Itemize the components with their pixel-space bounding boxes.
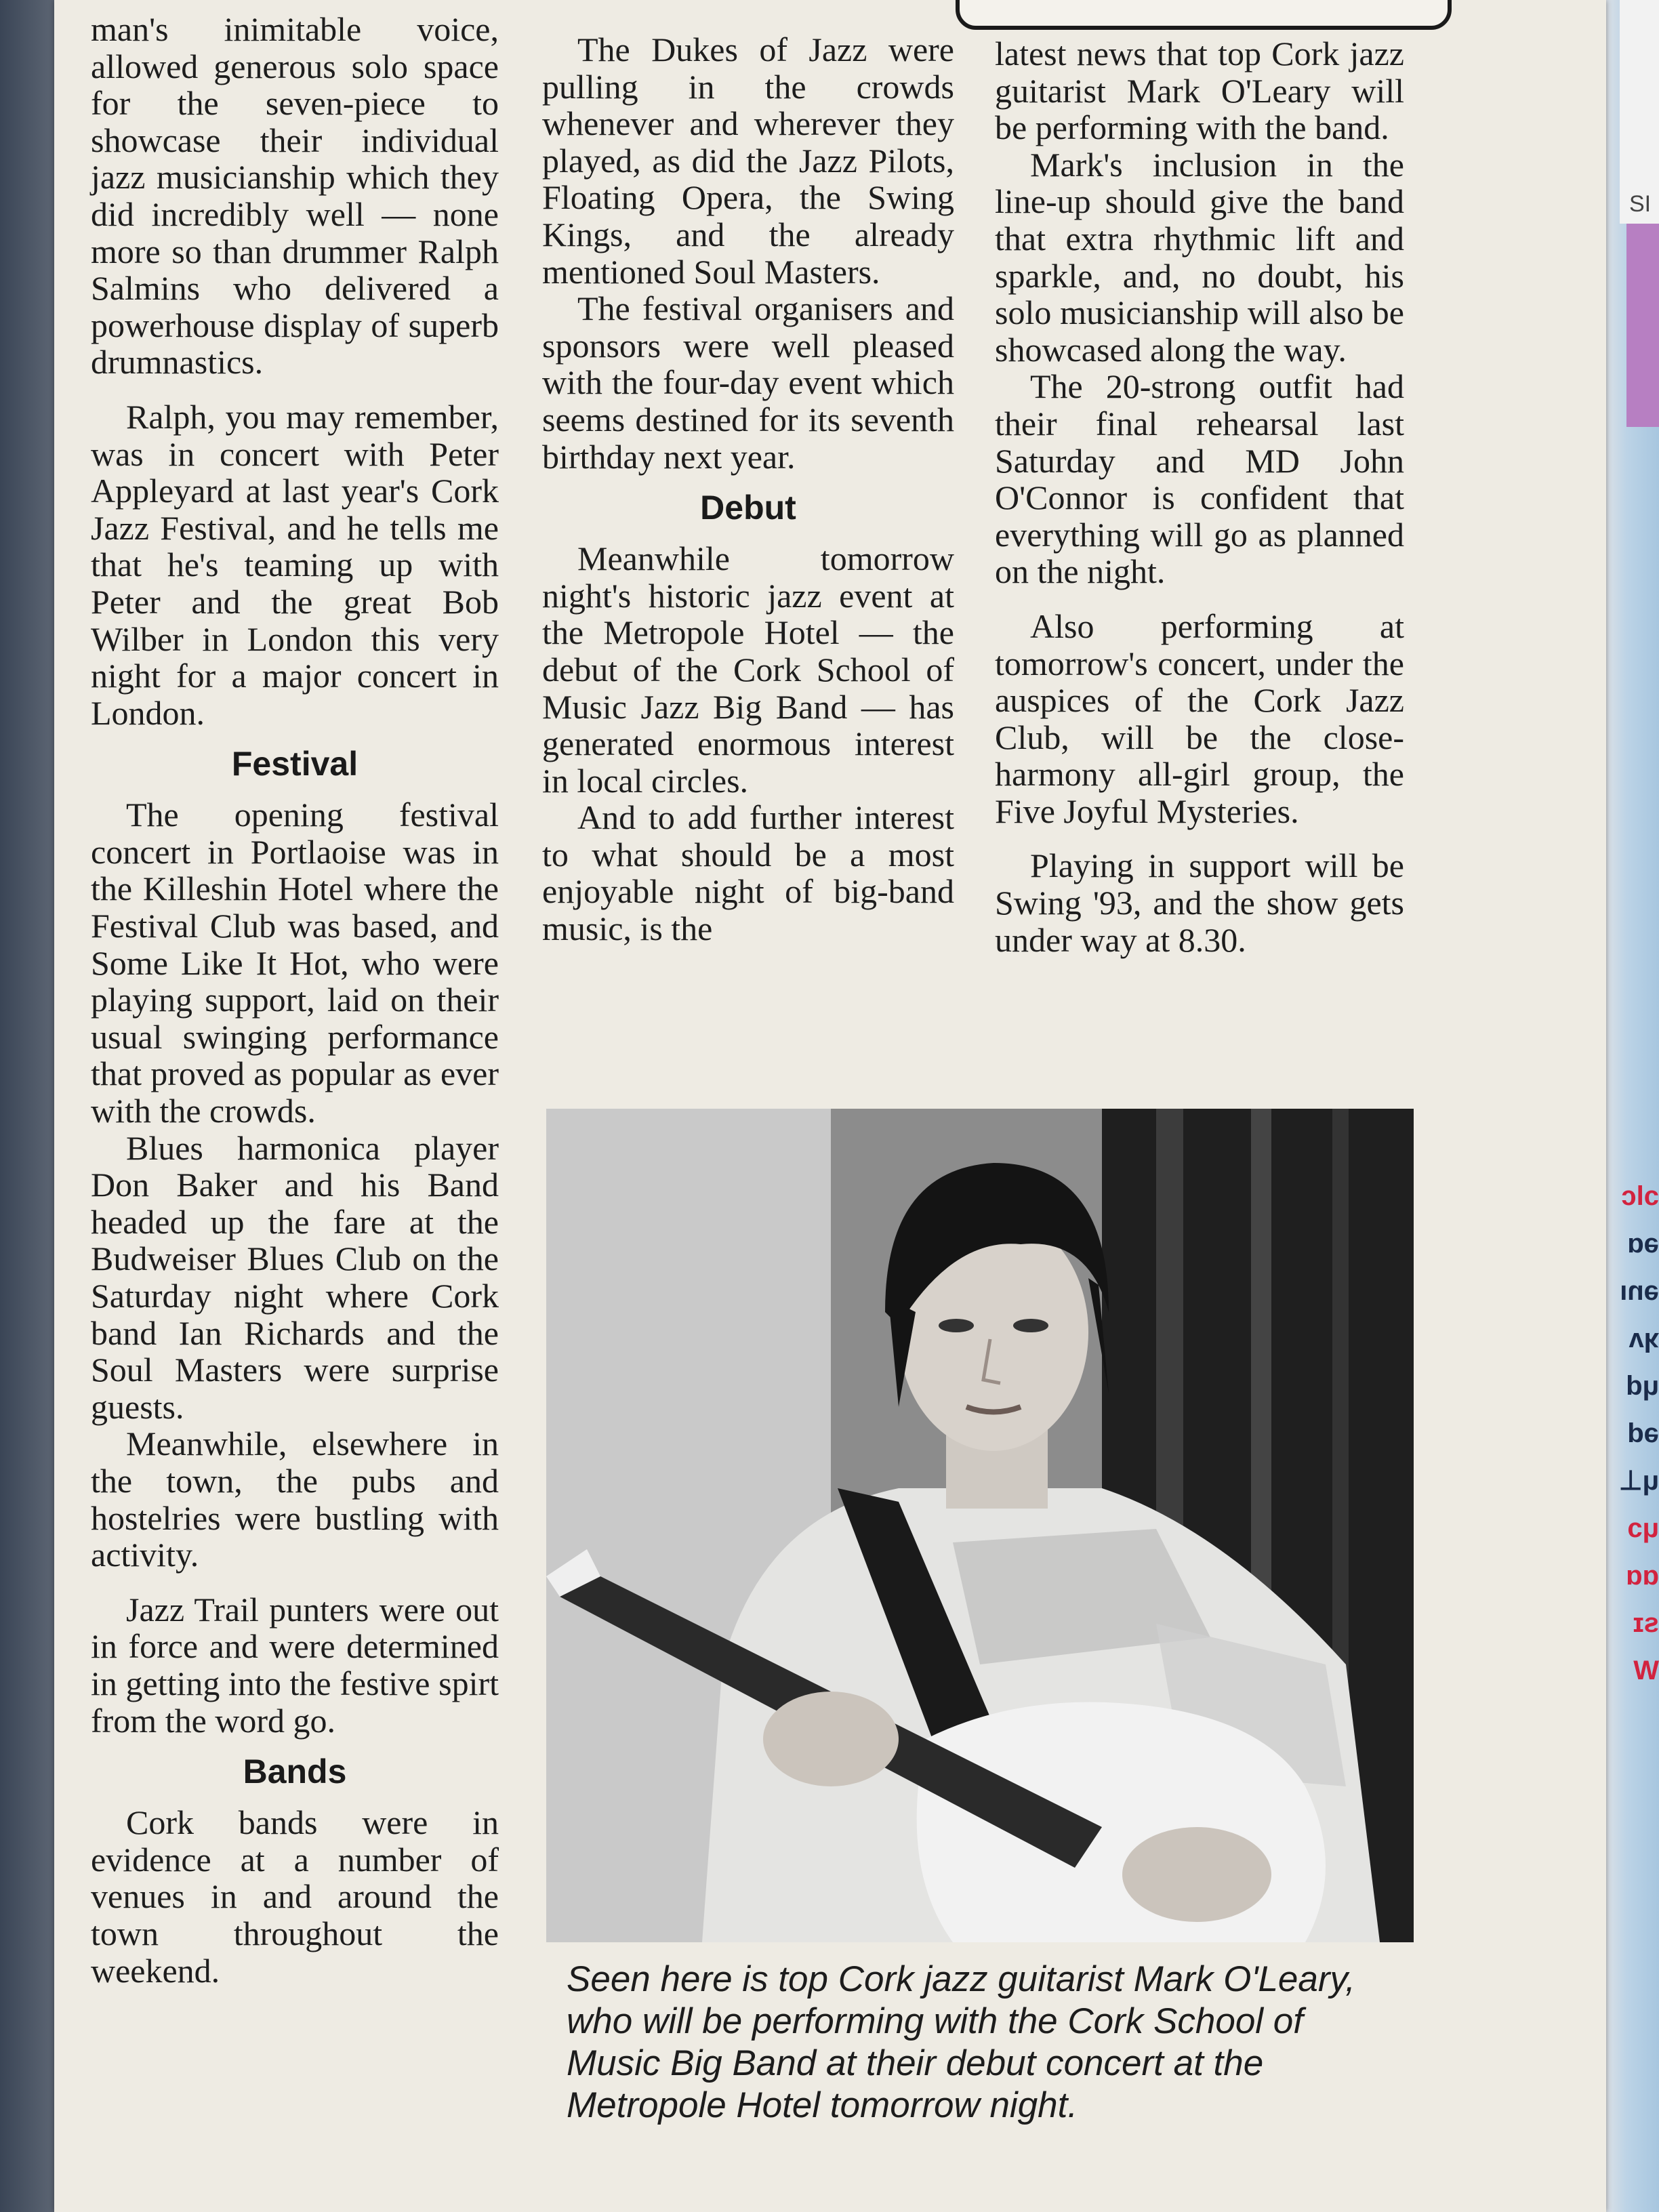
paragraph: The 20-strong outfit had their final rehearsal last Saturday and MD John O'Connor is confident that everything will go as planned on the night. xyxy=(995,367,1404,591)
subheading-bands: Bands xyxy=(243,1753,347,1791)
side-letter: ɥ⊥ xyxy=(1618,1466,1659,1496)
side-letter: əɑ xyxy=(1627,1229,1659,1258)
paragraph: latest news that top Cork jazz guitarist Mark O'Leary will be performing with the band. xyxy=(995,35,1404,147)
paragraph: Cork bands were in evidence at a number of venues in and around the town throughout the weekend. xyxy=(91,1803,499,1990)
background-right-white-page xyxy=(1620,0,1659,224)
paragraph: man's inimitable voice, allowed generous solo space for the seven-piece to showcase their individual jazz musicianship which they did incredibly well — none more so than drummer Ralph Salmins who delivered a powerhouse display of superb drumnastics. xyxy=(91,10,499,382)
side-letter: ʞʌ xyxy=(1629,1324,1659,1353)
background-magenta-strip xyxy=(1626,224,1659,427)
side-letter: ɥd xyxy=(1626,1371,1659,1401)
side-letter: ənı xyxy=(1620,1276,1659,1306)
paragraph: Also performing at tomorrow's concert, under the auspices of the Cork Jazz Club, will be the close-harmony all-girl group, the Five Joyful Mysteries. xyxy=(995,607,1404,830)
side-letter: ɑɑ xyxy=(1626,1561,1659,1591)
subheading-festival: Festival xyxy=(231,745,359,783)
article-column-1 xyxy=(91,11,499,1989)
header-frame-bottom xyxy=(956,0,1452,30)
photo-caption: Seen here is top Cork jazz guitarist Mark O'Leary, who will be performing with the Cork School of Music Big Band at their debut concert at the Metropole Hotel tomorrow night. xyxy=(567,1959,1355,2125)
background-si-label: SI xyxy=(1629,191,1652,217)
subheading-debut: Debut xyxy=(700,489,796,527)
side-letter: ɔlc xyxy=(1621,1181,1659,1211)
article-column-2 xyxy=(542,31,954,947)
background-side-letters xyxy=(1607,1172,1659,1694)
paragraph: Mark's inclusion in the line-up should give the band that extra rhythmic lift and sparkle, and, no doubt, his solo musicianship will also be showcased along the way. xyxy=(995,145,1404,369)
paragraph: Meanwhile, elsewhere in the town, the pubs and hostelries were bustling with activity. xyxy=(91,1425,499,1574)
side-letter: sɪ xyxy=(1633,1608,1659,1638)
paragraph: Jazz Trail punters were out in force and were determined in getting into the festive spirt from the word go. xyxy=(91,1590,499,1740)
paragraph: Blues harmonica player Don Baker and his Band headed up the fare at the Budweiser Blues Club on the Saturday night where Cork band Ian Richards and the Soul Masters were surprise guests. xyxy=(91,1128,499,1426)
paragraph: Meanwhile tomorrow night's historic jazz event at the Metropole Hotel — the debut of the Cork School of Music Jazz Big Band — has generated enormous interest in local circles. xyxy=(542,539,954,800)
paragraph: The festival organisers and sponsors were well pleased with the four-day event which seems destined for its seventh birthday next year. xyxy=(542,289,954,476)
article-column-3 xyxy=(995,35,1404,958)
side-letter: ɥɔ xyxy=(1627,1513,1659,1543)
side-letter: əd xyxy=(1627,1418,1659,1448)
paragraph: And to add further interest to what should be a most enjoyable night of big-band music, is the xyxy=(542,798,954,948)
paragraph: The opening festival concert in Portlaoise was in the Killeshin Hotel where the Festival Club was based, and Some Like It Hot, who were playing support, laid on their usual swinging performance that proved as popular as ever with the crowds. xyxy=(91,796,499,1130)
paragraph: The Dukes of Jazz were pulling in the crowds whenever and wherever they played, as did the Jazz Pilots, Floating Opera, the Swing Kings, and the already mentioned Soul Masters. xyxy=(542,30,954,291)
side-letter: W xyxy=(1633,1656,1659,1685)
paragraph: Ralph, you may remember, was in concert with Peter Appleyard at last year's Cork Jazz Festival, and he tells me that he's teaming up with Peter and the great Bob Wilber in London this very night for a major concert in London. xyxy=(91,397,499,732)
guitarist-photo xyxy=(546,1109,1414,1942)
paragraph: Playing in support will be Swing '93, and the show gets under way at 8.30. xyxy=(995,846,1404,959)
